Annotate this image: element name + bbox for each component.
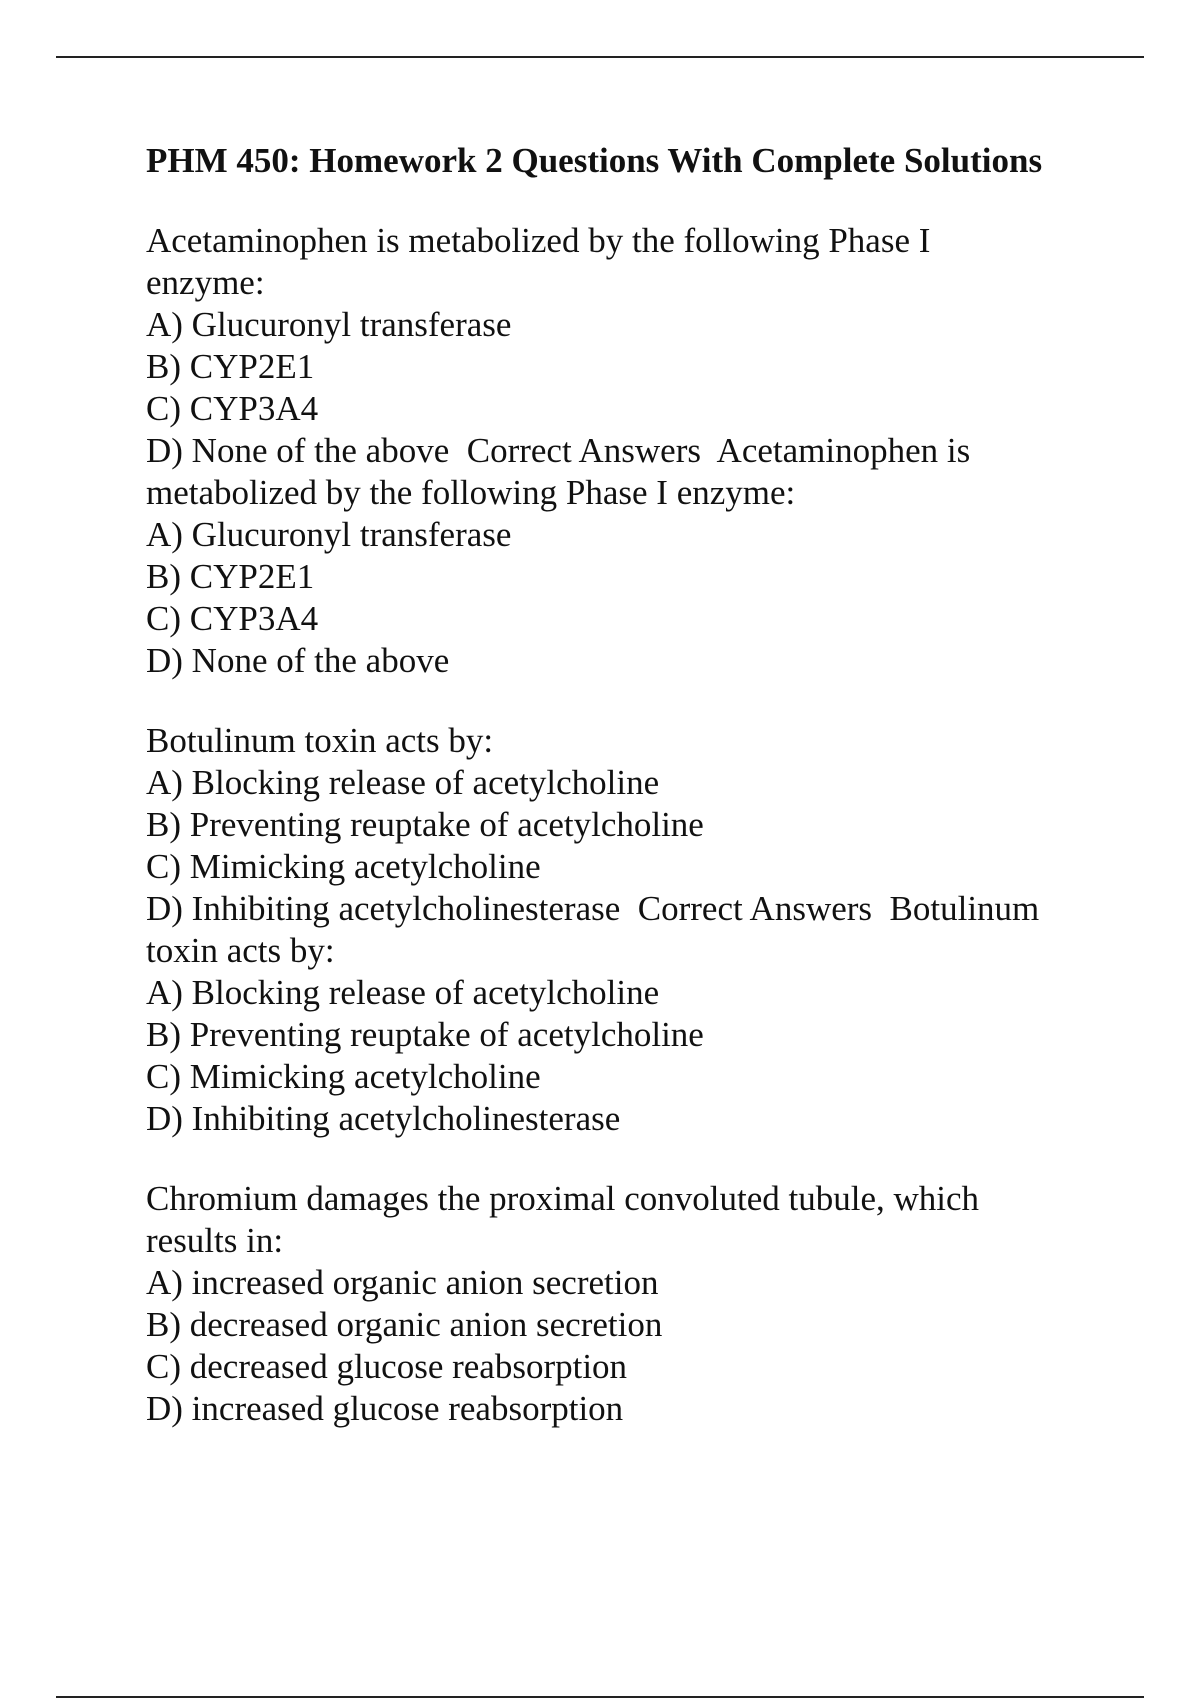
option-line: D) None of the above Correct Answers Acetaminophen is: [146, 431, 971, 470]
option-line: D) increased glucose reabsorption: [146, 1389, 624, 1428]
option-line: A) Blocking release of acetylcholine: [146, 763, 660, 802]
option-line: B) decreased organic anion secretion: [146, 1305, 663, 1344]
document-body: [146, 140, 1106, 1468]
question-line: enzyme:: [146, 263, 265, 302]
option-line: A) Glucuronyl transferase: [146, 305, 512, 344]
question-line: Botulinum toxin acts by:: [146, 721, 494, 760]
option-line: C) Mimicking acetylcholine: [146, 1057, 541, 1096]
header-rule: [56, 56, 1144, 58]
option-line: A) Glucuronyl transferase: [146, 515, 512, 554]
option-line: D) None of the above: [146, 641, 450, 680]
question-block-3: [146, 1178, 1106, 1430]
question-line: results in:: [146, 1221, 284, 1260]
question-line: Chromium damages the proximal convoluted tubule, which: [146, 1179, 980, 1218]
option-line: D) Inhibiting acetylcholinesterase Correct Answers Botulinum: [146, 889, 1040, 928]
option-line: D) Inhibiting acetylcholinesterase: [146, 1099, 621, 1138]
option-line: B) Preventing reuptake of acetylcholine: [146, 1015, 704, 1054]
answer-line: metabolized by the following Phase I enzyme:: [146, 473, 796, 512]
answer-line: toxin acts by:: [146, 931, 335, 970]
question-block-2: [146, 720, 1106, 1140]
footer-rule: [56, 1696, 1144, 1698]
option-line: B) Preventing reuptake of acetylcholine: [146, 805, 704, 844]
option-line: B) CYP2E1: [146, 347, 315, 386]
option-line: C) Mimicking acetylcholine: [146, 847, 541, 886]
option-line: C) CYP3A4: [146, 599, 319, 638]
option-line: C) CYP3A4: [146, 389, 319, 428]
option-line: A) increased organic anion secretion: [146, 1263, 659, 1302]
option-line: A) Blocking release of acetylcholine: [146, 973, 660, 1012]
question-line: Acetaminophen is metabolized by the following Phase I: [146, 221, 931, 260]
option-line: B) CYP2E1: [146, 557, 315, 596]
question-block-1: [146, 220, 1106, 682]
option-line: C) decreased glucose reabsorption: [146, 1347, 628, 1386]
document-title: PHM 450: Homework 2 Questions With Complete Solutions: [146, 141, 1043, 180]
